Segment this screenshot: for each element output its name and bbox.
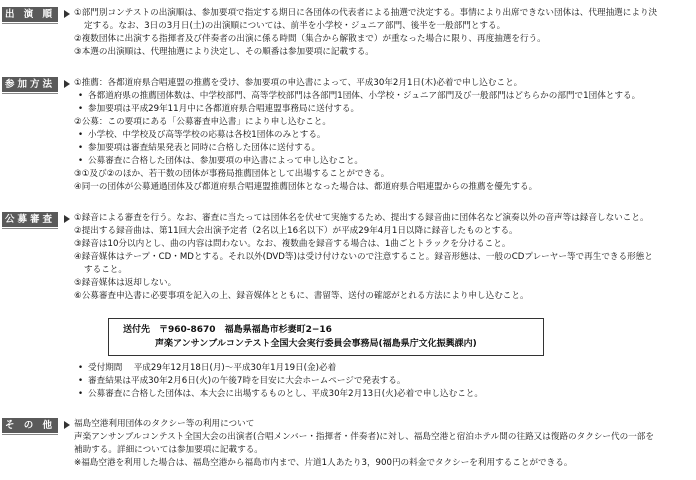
bullet-item: • 公募審査に合格した団体は、参加要項の申込書によって申し込むこと。 <box>74 155 692 168</box>
text-line: ②提出する録音曲は、第11回大会出演予定者（2名以上16名以下）が平成29年4月1日以降に録音したものとする。 <box>74 226 518 236</box>
section-label-other: そ の 他 <box>2 418 58 433</box>
section-content-order <box>74 7 692 59</box>
text-line: 補助する。詳細については参加要項に記載する。 <box>74 445 263 455</box>
text-line: ①録音による審査を行う。なお、審査に当たっては団体名を伏せて実施するため、提出する録音曲に団体名など演奏以外の音声等は録音しないこと。 <box>74 213 649 223</box>
text-line: ④同一の団体が公募通過団体及び都道府県合唱連盟推薦団体となった場合は、都道府県合唱連盟からの推薦を優先する。 <box>74 182 538 192</box>
text-line: ④録音媒体はテープ・CD・MDとする。それ以外(DVD等)は受け付けないので注意すること。録音形態は、一般のCDプレーヤー等で再生できる形態と <box>74 252 653 262</box>
text-line: ③録音は10分以内とし、曲の内容は問わない。なお、複数曲を録音する場合は、1曲ごとトラックを分けること。 <box>74 239 511 249</box>
section-content-method <box>74 77 692 194</box>
section-label-order: 出 演 順 <box>2 7 58 22</box>
address-line: 送付先 〒960-8670 福島県福島市杉妻町2−16 <box>123 325 332 335</box>
office-name: 声楽アンサンブルコンテスト全国大会実行委員会事務局(福島県庁文化振興課内) <box>155 339 477 349</box>
arrow-icon <box>64 421 70 429</box>
bullet-item: • 審査結果は平成30年2月6日(火)の午後7時を目安に大会ホームページで発表する。 <box>74 375 692 388</box>
text-line: ⑥公募審査申込書に必要事項を記入の上、録音媒体とともに、書留等、送付の確認がとれる方法により申し込むこと。 <box>74 291 529 301</box>
section-content-other <box>74 418 692 470</box>
arrow-icon <box>64 215 70 223</box>
bullet-item: • 小学校、中学校及び高等学校の応募は各校1団体のみとする。 <box>74 129 692 142</box>
bullet-item: • 参加要項は平成29年11月中に各都道府県合唱連盟事務局に送付する。 <box>74 103 692 116</box>
bullet-item: • 公募審査に合格した団体は、本大会に出場するものとし、平成30年2月13日(火)必着で申し込むこと。 <box>74 388 692 401</box>
text-line: ※福島空港を利用した場合は、福島空港から福島市内まで、片道1人あたり3，900円の料金でタクシーを利用することができる。 <box>74 458 573 468</box>
bullet-item: • 各都道府県の推薦団体数は、中学校部門、高等学校部門は各部門1団体、小学校・ジュニア部門及び一般部門はどちらかの部門で1団体とする。 <box>74 90 692 103</box>
section-content-review <box>74 212 692 303</box>
divider <box>2 93 58 94</box>
text-line: ②公募：この要項にある「公募審査申込書」により申し込むこと。 <box>74 117 331 127</box>
divider <box>2 23 58 24</box>
text-line: ⑤録音媒体は返却しない。 <box>74 278 177 288</box>
address-box <box>108 318 544 356</box>
divider <box>2 434 58 435</box>
arrow-icon <box>64 10 70 18</box>
arrow-icon <box>64 80 70 88</box>
text-line: ①推薦：各都道府県合唱連盟の推薦を受け、参加要項の申込書によって、平成30年2月1日(木)必着で申し込むこと。 <box>74 78 523 88</box>
bullet-list <box>74 362 692 401</box>
text-line: ③本選の出演順は、代理抽選により決定し、その順番は参加要項に記載する。 <box>74 47 374 57</box>
section-label-review: 公募審査 <box>2 212 58 227</box>
section-label-method: 参加方法 <box>2 77 58 92</box>
text-line: 福島空港利用団体のタクシー等の利用について <box>74 419 255 429</box>
divider <box>2 228 58 229</box>
text-line: ③①及び②のほか、若干数の団体が事務局推薦団体として出場することができる。 <box>74 169 390 179</box>
text-line: すること。 <box>84 265 127 275</box>
text-line: 定する。なお、3日の3月日(土)の出演順については、前半を小学校・ジュニア部門、後半を一般部門とする。 <box>84 21 506 31</box>
text-line: ②複数団体に出演する指揮者及び伴奏者の出演に係る時間（集合から解散まで）が重なった場合に限り、再度抽選を行う。 <box>74 34 546 44</box>
bullet-item: • 受付期間 平成29年12月18日(月)〜平成30年1月19日(金)必着 <box>74 362 692 375</box>
bullet-item: • 参加要項は審査結果発表と同時に合格した団体に送付する。 <box>74 142 692 155</box>
text-line: ①部門別コンテストの出演順は、参加要項で指定する期日に各団体の代表者による抽選で決定する。事情により出席できない団体は、代理抽選により決 <box>74 8 658 18</box>
text-line: 声楽アンサンブルコンテスト全国大会の出演者(合唱メンバー・指揮者・伴奏者)に対し、福島空港と宿泊ホテル間の往路又は復路のタクシー代の一部を <box>74 432 654 442</box>
